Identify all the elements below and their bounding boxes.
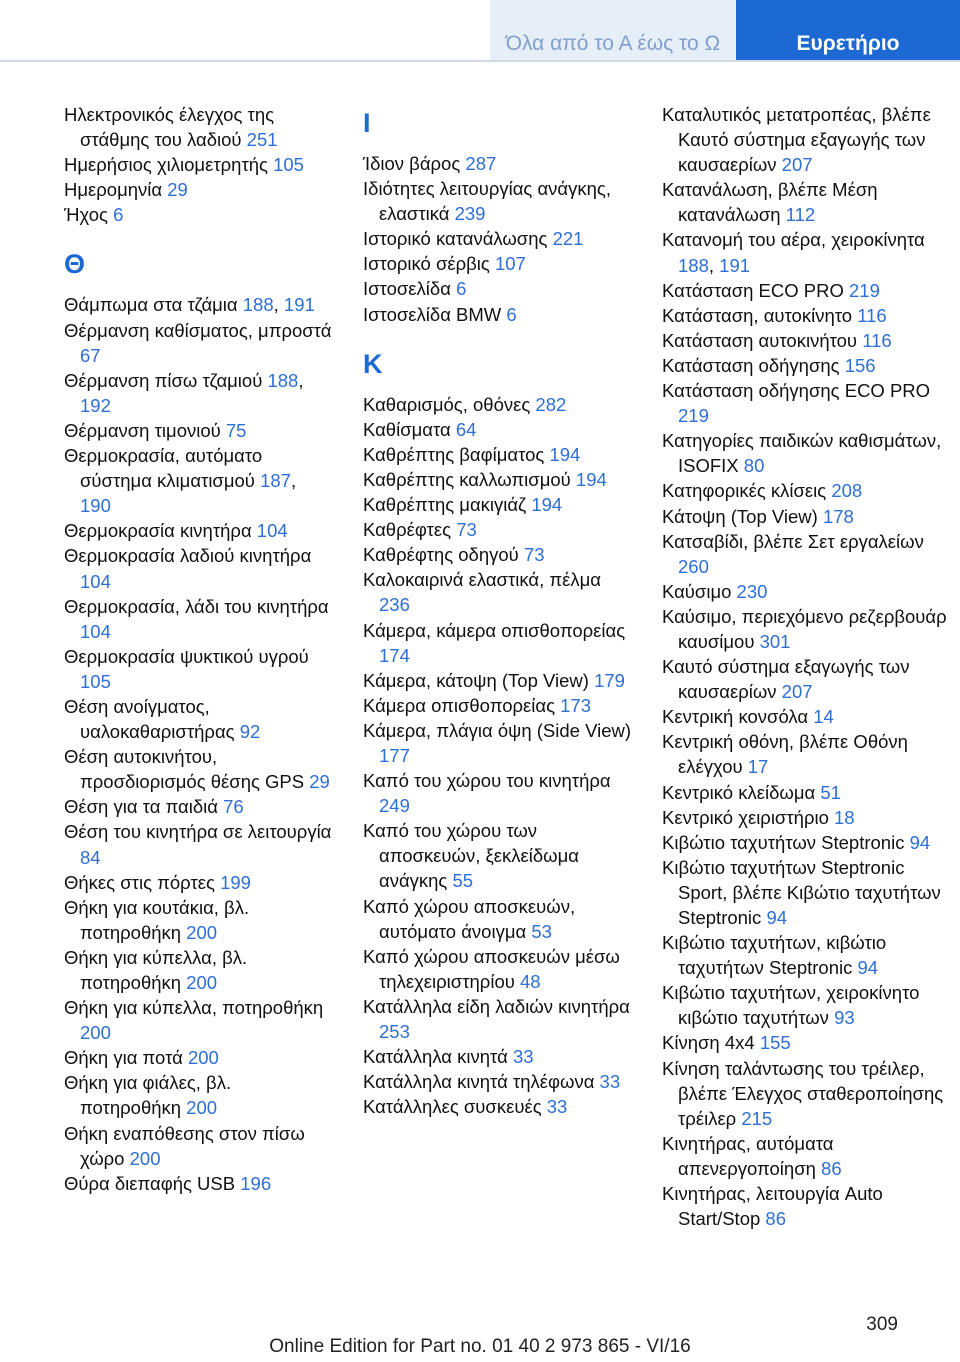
index-entry-text: Θήκη για κύπελλα, ποτηροθήκη: [64, 997, 324, 1019]
header-blank: [0, 0, 490, 62]
page-link[interactable]: 67: [80, 344, 101, 366]
page-link[interactable]: 188: [678, 254, 709, 276]
index-entry-text: Κατηγορίες παιδικών καθισμάτων, ISOFIX: [662, 430, 942, 477]
index-entry: [662, 504, 947, 529]
page-link[interactable]: 116: [857, 304, 887, 326]
page-link[interactable]: 55: [452, 870, 474, 892]
page-link[interactable]: 194: [531, 494, 563, 516]
page-link[interactable]: 18: [834, 806, 855, 828]
index-entry: [64, 1070, 332, 1120]
index-entry-text: Κάμερα, κάμερα οπισθοπορείας: [363, 619, 626, 641]
index-entry-text: Κατάλληλα κινητά τηλέφωνα: [363, 1071, 600, 1093]
index-entry-text: Θήκη για ποτά: [64, 1047, 188, 1069]
index-entry-text: Κατάσταση αυτοκινήτου: [662, 329, 863, 351]
index-entry-text: Θέση για τα παιδιά: [64, 796, 224, 818]
index-entry: [64, 543, 332, 593]
index-entry-text: Ιστορικό κατανάλωσης: [363, 228, 553, 250]
index-entry-text: Ιστορικό σέρβις: [363, 253, 495, 275]
index-entry: [64, 418, 332, 443]
index-entry: [662, 1181, 947, 1231]
page-link[interactable]: 156: [844, 354, 876, 376]
index-entry: [662, 830, 947, 855]
index-entry: [363, 693, 631, 718]
index-entry-text: Καπό χώρου αποσκευών μέσω τηλεχειριστηρίου: [363, 945, 620, 992]
index-entry-text: Ίδιον βάρος: [363, 153, 466, 174]
index-entry: [662, 654, 947, 704]
index-entry: [363, 417, 631, 442]
index-entry: [662, 278, 947, 303]
page-link[interactable]: 155: [759, 1032, 791, 1054]
index-entry-text: Κατάλληλες συσκευές: [363, 1096, 547, 1118]
index-entry-text: Κεντρική κονσόλα: [662, 706, 814, 728]
page-link[interactable]: 219: [678, 405, 709, 427]
index-entry-text: Καθίσματα: [363, 418, 456, 440]
index-entry-text: Θέση του κινητήρα σε λειτουργία: [64, 821, 332, 843]
page-link[interactable]: 179: [594, 669, 625, 691]
index-entry: [363, 542, 631, 567]
index-entry-text: Ιστοσελίδα BMW: [363, 303, 507, 325]
index-entry-text: Κατάσταση ECO PRO: [662, 279, 850, 301]
index-entry: [363, 251, 631, 276]
index-entry-text: Καταλυτικός μετατροπέας, βλέπε Καυτό σύστημα εξαγωγής των καυσαερίων: [662, 104, 931, 176]
index-entry-text: Ιδιότητες λειτουργίας ανάγκης, ελαστικά: [363, 178, 611, 225]
page-link[interactable]: 93: [834, 1007, 855, 1029]
index-column-3: [662, 102, 947, 1231]
index-entry: [363, 302, 631, 327]
page-link[interactable]: 107: [494, 253, 526, 275]
index-entry: [363, 467, 631, 492]
index-entry-text: Κιβώτιο ταχυτήτων, χειροκίνητο κιβώτιο ταχυτήτων: [662, 982, 920, 1029]
index-entry-text: Κινητήρας, λειτουργία Auto Start/Stop: [662, 1183, 883, 1230]
index-entry: [662, 780, 947, 805]
page-link[interactable]: 215: [741, 1107, 773, 1129]
index-entry: [662, 980, 947, 1030]
page-link[interactable]: 29: [309, 771, 330, 793]
page-link[interactable]: 200: [186, 972, 218, 993]
index-entry-text: Καθρέφτης οδηγού: [363, 544, 524, 566]
page-link[interactable]: 104: [80, 620, 111, 642]
page-link[interactable]: 6: [506, 303, 517, 325]
index-entry: [662, 177, 947, 227]
index-entry: [662, 428, 947, 478]
index-entry-text: Κατανομή του αέρα, χειροκίνητα: [662, 229, 925, 251]
page-link[interactable]: 80: [743, 455, 765, 477]
page-link[interactable]: 188: [242, 294, 274, 316]
index-entry: [64, 292, 332, 317]
page-link[interactable]: 112: [785, 204, 816, 226]
index-letter-heading: Κ: [363, 348, 383, 379]
page-link[interactable]: 86: [821, 1157, 842, 1179]
page-link[interactable]: 221: [552, 228, 584, 250]
index-entry: [64, 1171, 332, 1196]
index-entry: [662, 328, 947, 353]
index-entry-text: Καύσιμο: [662, 580, 737, 602]
index-entry-text: Καυτό σύστημα εξαγωγής των καυσαερίων: [662, 656, 910, 703]
index-entry: [363, 492, 631, 517]
page-link[interactable]: 84: [80, 846, 101, 868]
index-entry-text: Κεντρική οθόνη, βλέπε Οθόνη ελέγχου: [662, 731, 908, 778]
page-link[interactable]: 94: [857, 957, 879, 979]
page-link[interactable]: 178: [822, 505, 854, 527]
index-entry: [363, 442, 631, 467]
page-link[interactable]: 200: [187, 1047, 219, 1069]
index-entry: [662, 102, 947, 177]
index-entry: [64, 995, 332, 1045]
index-entry-text: Κίνηση 4x4: [662, 1032, 760, 1054]
page-link[interactable]: 230: [736, 580, 768, 602]
page-link[interactable]: 207: [781, 154, 813, 176]
index-entry: [64, 794, 332, 819]
index-entry-text: Ιστοσελίδα: [363, 278, 457, 300]
page-link[interactable]: 29: [167, 179, 188, 201]
index-entry: [363, 818, 631, 893]
index-entry-text: Κάμερα οπισθοπορείας: [363, 694, 561, 716]
index-entry: [64, 518, 332, 543]
page-link[interactable]: 194: [549, 443, 581, 465]
index-entry: [64, 694, 332, 744]
edition-footer: Online Edition for Part no. 01 40 2 973 865 - VI/16: [269, 1336, 691, 1357]
page-link[interactable]: 188: [267, 369, 299, 391]
index-entry: [662, 1030, 947, 1055]
index-entry-text: Καθρέπτης βαφίματος: [363, 443, 550, 465]
index-column-2: [363, 102, 631, 1119]
index-entry-text: Κάμερα, πλάγια όψη (Side View): [363, 719, 631, 741]
page-separator: ,: [290, 470, 297, 492]
index-entry-text: Κεντρικό κλείδωμα: [662, 781, 821, 803]
index-entry-text: Κατάλληλα είδη λαδιών κινητήρα: [363, 995, 630, 1017]
page-link[interactable]: 287: [465, 153, 497, 174]
page-link[interactable]: 174: [379, 644, 410, 666]
page-link[interactable]: 104: [256, 520, 288, 542]
index-entry-text: Κίνηση ταλάντωσης του τρέιλερ, βλέπε Έλεγχος σταθεροποίησης τρέιλερ: [662, 1057, 944, 1129]
page-link[interactable]: 48: [520, 970, 541, 992]
index-entry-text: Κάμερα, κάτοψη (Top View): [363, 669, 595, 691]
index-entry-text: Ημερήσιος χιλιομετρητής: [64, 154, 274, 176]
index-entry: [662, 1131, 947, 1181]
index-entry-text: Ηλεκτρονικός έλεγχος της στάθμης του λαδιού: [64, 104, 275, 151]
index-entry-text: Θέρμανση τιμονιού: [64, 419, 226, 441]
index-entry: [662, 704, 947, 729]
index-entry: [64, 895, 332, 945]
page-link[interactable]: 200: [186, 921, 218, 943]
index-entry-text: Θήκες στις πόρτες: [64, 871, 221, 893]
page-link[interactable]: 51: [820, 781, 841, 803]
index-entry-text: Θερμοκρασία, λάδι του κινητήρα: [64, 595, 329, 617]
index-entry: [363, 517, 631, 542]
index-entry: [662, 1056, 947, 1131]
page-link[interactable]: 200: [80, 1022, 111, 1044]
index-entry-text: Θέρμανση καθίσματος, μπροστά: [64, 319, 332, 341]
index-entry: [363, 944, 631, 994]
page-link[interactable]: 173: [560, 694, 592, 716]
index-entry-text: Θερμοκρασία λαδιού κινητήρα: [64, 545, 312, 567]
index-entry: [64, 177, 332, 202]
index-letter-heading: Ι: [363, 108, 371, 138]
page-link[interactable]: 208: [831, 480, 863, 502]
page-link[interactable]: 199: [220, 871, 251, 893]
index-entry-text: Κατσαβίδι, βλέπε Σετ εργαλείων: [662, 530, 924, 552]
index-entry: [363, 176, 631, 226]
page-link[interactable]: 282: [535, 393, 567, 415]
page-link[interactable]: 187: [260, 470, 291, 492]
index-entry: [662, 604, 947, 654]
page-link[interactable]: 301: [759, 630, 791, 652]
index-entry-text: Κιβώτιο ταχυτήτων Steptronic Sport, βλέπε Κιβώτιο ταχυτήτων Steptronic: [662, 856, 941, 928]
index-entry-text: Καθρέπτης καλλωπισμού: [363, 468, 576, 490]
index-entry: [64, 102, 332, 152]
page-link[interactable]: 76: [223, 796, 244, 818]
page-link[interactable]: 219: [849, 279, 880, 301]
page-link[interactable]: 236: [379, 594, 410, 616]
page-link[interactable]: 6: [456, 278, 467, 300]
index-entry: [363, 1094, 631, 1119]
index-entry-text: Θήκη για κύπελλα, βλ. ποτηροθήκη: [64, 946, 248, 993]
index-entry: [662, 579, 947, 604]
page-link[interactable]: 105: [273, 154, 304, 176]
index-entry: [64, 318, 332, 368]
index-entry: [64, 594, 332, 644]
page-link[interactable]: 116: [862, 329, 892, 351]
page-link[interactable]: 191: [283, 294, 315, 316]
index-entry: [363, 1044, 631, 1069]
index-entry-text: Ήχος: [64, 204, 114, 226]
index-entry-text: Κινητήρας, αυτόματα απενεργοποίηση: [662, 1132, 834, 1179]
page-link[interactable]: 53: [531, 920, 552, 942]
index-entry: [64, 368, 332, 418]
index-entry-text: Καπό του χώρου των αποσκευών, ξεκλείδωμα ανάγκης: [363, 820, 579, 892]
index-entry-text: Θερμοκρασία ψυκτικού υγρού: [64, 645, 309, 667]
page-link[interactable]: 207: [781, 681, 813, 703]
page-link[interactable]: 253: [379, 1021, 410, 1042]
page-separator: ,: [298, 369, 304, 391]
index-entry: [363, 151, 631, 176]
page-link[interactable]: 105: [80, 670, 111, 692]
index-entry-text: Καλοκαιρινά ελαστικά, πέλμα: [363, 569, 601, 591]
page-link[interactable]: 239: [454, 203, 486, 225]
index-entry-text: Κιβώτιο ταχυτήτων, κιβώτιο ταχυτήτων Steptronic: [662, 932, 887, 979]
page-link[interactable]: 33: [512, 1046, 534, 1068]
index-entry: [64, 819, 332, 869]
index-entry: [662, 378, 947, 428]
index-entry-text: Θέση αυτοκινήτου, προσδιορισμός θέσης GPS: [64, 746, 310, 793]
page-link[interactable]: 94: [766, 907, 788, 928]
page-link[interactable]: 196: [240, 1172, 272, 1194]
page-separator: ,: [273, 294, 284, 316]
page-link[interactable]: 200: [186, 1097, 218, 1119]
index-entry-text: Κατάσταση οδήγησης: [662, 354, 845, 376]
page-link[interactable]: 73: [456, 519, 477, 541]
index-entry-text: Θήκη για κουτάκια, βλ. ποτηροθήκη: [64, 896, 250, 943]
index-entry: [662, 855, 947, 930]
page-link[interactable]: 191: [719, 254, 751, 276]
index-entry: [662, 805, 947, 830]
page-link[interactable]: 73: [523, 544, 545, 566]
index-entry-text: Κατάλληλα κινητά: [363, 1046, 513, 1068]
index-entry-text: Θάμπωμα στα τζάμια: [64, 294, 243, 316]
index-entry: [363, 226, 631, 251]
index-entry-text: Καθρέφτες: [363, 519, 457, 541]
page-link[interactable]: 200: [129, 1147, 161, 1169]
page-link[interactable]: 194: [575, 468, 607, 490]
index-entry-text: Θέρμανση πίσω τζαμιού: [64, 369, 268, 391]
page-link[interactable]: 260: [678, 555, 709, 577]
page-link[interactable]: 75: [225, 419, 247, 441]
page-link[interactable]: 33: [546, 1096, 568, 1118]
index-entry: [662, 227, 947, 277]
index-entry-text: Κατάσταση οδήγησης ECO PRO: [662, 380, 931, 402]
index-entry: [662, 353, 947, 378]
index-entry: [363, 1069, 631, 1094]
index-entry: [64, 945, 332, 995]
index-entry-text: Καύσιμο, περιεχόμενο ρεζερβουάρ καυσίμου: [662, 605, 947, 652]
index-entry-text: Καπό χώρου αποσκευών, αυτόματο άνοιγμα: [363, 895, 576, 942]
index-entry: [64, 152, 332, 177]
index-entry-text: Καθρέπτης μακιγιάζ: [363, 494, 532, 516]
index-entry-text: Κεντρικό χειριστήριο: [662, 806, 835, 828]
page-link[interactable]: 64: [455, 418, 477, 440]
index-entry: [64, 443, 332, 518]
index-entry: [363, 994, 631, 1044]
page-link[interactable]: 177: [379, 744, 410, 766]
index-entry: [64, 644, 332, 694]
index-entry: [64, 870, 332, 895]
index-entry: [363, 668, 631, 693]
index-entry-text: Θερμοκρασία κινητήρα: [64, 520, 257, 542]
index-letter-heading: Θ: [64, 249, 86, 280]
page-separator: ,: [708, 254, 720, 276]
section-title: Όλα από το Α έως το Ω: [505, 32, 721, 55]
page-link[interactable]: 192: [80, 394, 111, 416]
index-column-1: [64, 102, 332, 1196]
page-link[interactable]: 6: [113, 204, 124, 226]
index-entry: [64, 202, 332, 227]
page-link[interactable]: 249: [379, 795, 410, 817]
index-entry: [363, 718, 631, 768]
index-entry: [662, 729, 947, 779]
page-link[interactable]: 92: [239, 721, 261, 743]
index-entry-text: Καπό του χώρου του κινητήρα: [363, 770, 611, 792]
index-entry: [363, 392, 631, 417]
index-entry-text: Θύρα διεπαφής USB: [64, 1172, 241, 1194]
page-link[interactable]: 86: [765, 1208, 786, 1230]
index-entry-text: Θερμοκρασία, αυτόματο σύστημα κλιματισμού: [64, 445, 263, 492]
index-entry: [64, 744, 332, 794]
index-entry: [363, 276, 631, 301]
page-link[interactable]: 94: [909, 831, 931, 853]
page-link[interactable]: 251: [246, 129, 278, 151]
index-entry-text: Ημερομηνία: [64, 179, 168, 201]
index-entry-text: Κάτοψη (Top View): [662, 505, 823, 527]
index-entry: [64, 1121, 332, 1171]
index-entry-text: Καθαρισμός, οθόνες: [363, 393, 536, 415]
page-number: 309: [866, 1314, 898, 1335]
index-entry: [662, 478, 947, 503]
page-link[interactable]: 190: [80, 495, 111, 517]
index-entry: [662, 529, 947, 579]
index-entry: [363, 768, 631, 818]
index-entry: [662, 303, 947, 328]
index-entry-text: Θήκη για φιάλες, βλ. ποτηροθήκη: [64, 1072, 232, 1119]
page-link[interactable]: 17: [747, 756, 769, 778]
index-entry: [662, 930, 947, 980]
index-entry: [363, 894, 631, 944]
page-link[interactable]: 104: [80, 570, 111, 592]
index-entry: [363, 567, 631, 617]
index-entry-text: Θέση ανοίγματος, υαλοκαθαριστήρας: [64, 695, 240, 743]
index-entry-text: Κιβώτιο ταχυτήτων Steptronic: [662, 831, 910, 853]
index-entry-text: Κατανάλωση, βλέπε Μέση κατανάλωση: [662, 179, 878, 226]
index-entry-text: Θήκη εναπόθεσης στον πίσω χώρο: [64, 1122, 305, 1169]
index-entry-text: Κατάσταση, αυτοκίνητο: [662, 304, 858, 326]
index-entry: [64, 1045, 332, 1070]
index-entry: [363, 618, 631, 668]
page-header: [0, 0, 960, 62]
page-link[interactable]: 14: [813, 706, 834, 728]
page-link[interactable]: 33: [599, 1071, 621, 1093]
index-entry-text: Κατηφορικές κλίσεις: [662, 480, 832, 502]
chapter-title: Ευρετήριο: [796, 32, 900, 55]
